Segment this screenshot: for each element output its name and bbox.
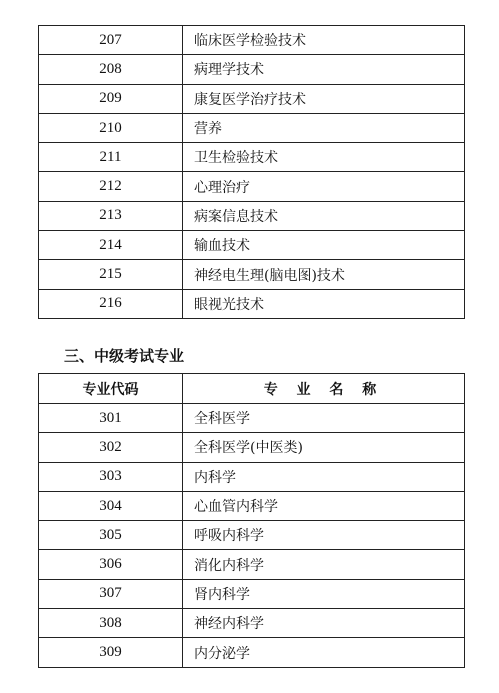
specialty-code: 309 [39,638,183,667]
table-row [39,433,465,462]
specialty-name: 神经内科学 [183,609,465,638]
table-row [39,462,465,491]
specialty-name: 神经电生理(脑电图)技术 [183,260,465,289]
table-row [39,113,465,142]
specialty-code: 209 [39,84,183,113]
specialty-code: 212 [39,172,183,201]
column-header-code: 专业代码 [39,374,183,404]
specialty-code: 301 [39,404,183,433]
specialty-name: 呼吸内科学 [183,521,465,550]
specialty-code: 207 [39,26,183,55]
table-row [39,84,465,113]
specialty-code: 305 [39,521,183,550]
table-header-row [39,374,465,404]
specialty-name: 康复医学治疗技术 [183,84,465,113]
specialty-name: 内分泌学 [183,638,465,667]
specialty-name: 临床医学检验技术 [183,26,465,55]
intermediate-specialty-table-body [39,404,465,668]
specialty-code: 302 [39,433,183,462]
specialty-code: 210 [39,113,183,142]
table-row [39,260,465,289]
table-row [39,231,465,260]
table-row [39,201,465,230]
table-row [39,491,465,520]
specialty-name: 输血技术 [183,231,465,260]
table-row [39,55,465,84]
specialty-name: 病理学技术 [183,55,465,84]
specialty-name: 消化内科学 [183,550,465,579]
specialty-code: 213 [39,201,183,230]
specialty-name: 心血管内科学 [183,491,465,520]
table-row [39,143,465,172]
table-row [39,521,465,550]
specialty-code: 214 [39,231,183,260]
specialty-code: 308 [39,609,183,638]
intermediate-specialty-table [38,373,465,668]
table-header [39,374,465,404]
table-row [39,404,465,433]
specialty-code: 216 [39,289,183,318]
specialty-name: 全科医学(中医类) [183,433,465,462]
specialty-name: 全科医学 [183,404,465,433]
specialty-name: 心理治疗 [183,172,465,201]
table-row [39,638,465,667]
table-row [39,289,465,318]
specialty-name: 眼视光技术 [183,289,465,318]
specialty-name: 营养 [183,113,465,142]
table-row [39,550,465,579]
specialty-name: 病案信息技术 [183,201,465,230]
specialty-code: 208 [39,55,183,84]
specialty-code: 304 [39,491,183,520]
table-row [39,579,465,608]
specialty-name: 肾内科学 [183,579,465,608]
section-heading: 三、中级考试专业 [64,347,185,365]
specialty-name: 内科学 [183,462,465,491]
primary-specialty-table [38,25,465,319]
specialty-code: 211 [39,143,183,172]
specialty-code: 306 [39,550,183,579]
column-header-name: 专 业 名 称 [183,374,465,404]
table-row [39,609,465,638]
specialty-code: 215 [39,260,183,289]
specialty-code: 303 [39,462,183,491]
table-row [39,172,465,201]
table-row [39,26,465,55]
primary-specialty-table-body [39,26,465,319]
specialty-code: 307 [39,579,183,608]
specialty-name: 卫生检验技术 [183,143,465,172]
